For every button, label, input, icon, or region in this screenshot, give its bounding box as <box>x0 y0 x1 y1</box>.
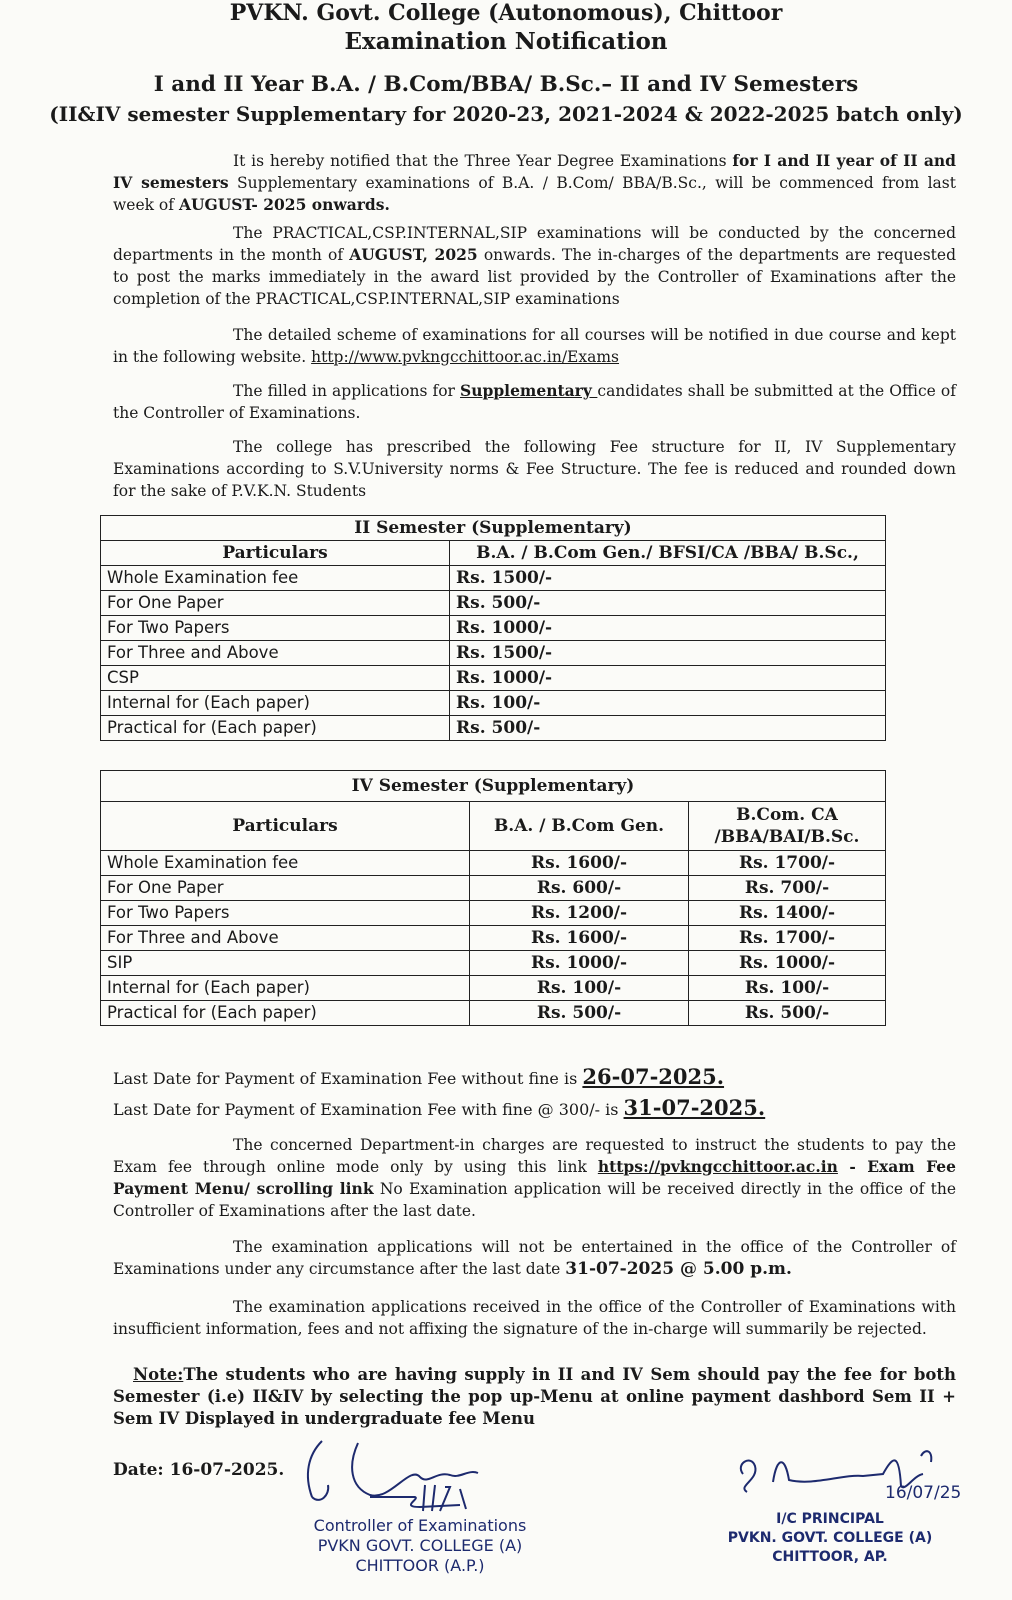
sem2-row-label: Practical for (Each paper) <box>101 716 450 741</box>
sem2-row-label: Whole Examination fee <box>101 566 450 591</box>
sem4-row <box>101 1001 886 1026</box>
sem4-row <box>101 876 886 901</box>
exams-website-link[interactable]: http://www.pvkngcchittoor.ac.in/Exams <box>311 348 620 366</box>
sem2-row-fee: Rs. 100/- <box>450 691 886 716</box>
sem2-row-label: For Three and Above <box>101 641 450 666</box>
sem2-row <box>101 691 886 716</box>
paragraph-scheme: The detailed scheme of examinations for all courses will be notified in due course and kept in the following website. http://www.pvkngcchittoor.ac.in/Exams <box>113 326 956 366</box>
sem4-row-gen-fee: Rs. 1600/- <box>470 926 689 951</box>
sem4-row <box>101 951 886 976</box>
sem4-row-other-fee: Rs. 500/- <box>689 1001 886 1026</box>
sem2-row-fee: Rs. 1500/- <box>450 566 886 591</box>
coe-stamp: Controller of Examinations PVKN GOVT. COLLEGE (A) CHITTOOR (A.P.) <box>313 1516 527 1575</box>
sem2-header-particulars: Particulars <box>101 541 450 566</box>
sem4-row-gen-fee: Rs. 500/- <box>470 1001 689 1026</box>
sem4-header-particulars: Particulars <box>101 802 470 851</box>
sem4-row-label: SIP <box>101 951 470 976</box>
sem2-row-fee: Rs. 500/- <box>450 716 886 741</box>
sem2-row-fee: Rs. 500/- <box>450 591 886 616</box>
sem4-row-gen-fee: Rs. 100/- <box>470 976 689 1001</box>
sem4-row-label: For Two Papers <box>101 901 470 926</box>
sem2-header-courses: B.A. / B.Com Gen./ BFSI/CA /BBA/ B.Sc., <box>450 541 886 566</box>
sem2-rows <box>101 566 886 741</box>
sem2-row-fee: Rs. 1500/- <box>450 641 886 666</box>
sem4-row-label: For Three and Above <box>101 926 470 951</box>
paragraph-last-date: The examination applications will not be entertained in the office of the Controller of Examinations under any circumstance after the last date 31-07-2025 @ 5.00 p.m. <box>113 1238 956 1279</box>
sem4-row-other-fee: Rs. 100/- <box>689 976 886 1001</box>
notice-date: Date: 16-07-2025. <box>113 1460 285 1480</box>
sem4-row <box>101 926 886 951</box>
sem4-row-gen-fee: Rs. 1000/- <box>470 951 689 976</box>
paragraph-fee-structure: The college has prescribed the following Fee structure for II, IV Supplementary Examinations according to S.V.University norms & Fee Structure. The fee is reduced and rounded down for the sake of P.V.K.N. Students <box>113 438 956 500</box>
paragraph-online-payment: The concerned Department-in charges are requested to instruct the students to pay the Exam fee through online mode only by using this link https://pvkngcchittoor.ac.in - Exam Fee Payment Menu/ scrolling link No Examination application will be received directly in the office of the Controller of Examinations after the last date. <box>113 1136 956 1220</box>
sem4-row-label: Internal for (Each paper) <box>101 976 470 1001</box>
sem4-header-other: B.Com. CA /BBA/BAI/B.Sc. <box>689 802 886 851</box>
sem4-row-gen-fee: Rs. 1200/- <box>470 901 689 926</box>
sem4-row-label: Whole Examination fee <box>101 851 470 876</box>
sem4-row-label: Practical for (Each paper) <box>101 1001 470 1026</box>
deadline-with-fine: Last Date for Payment of Examination Fee with fine @ 300/- is 31-07-2025. <box>113 1095 766 1120</box>
sem4-row <box>101 976 886 1001</box>
sem2-row <box>101 591 886 616</box>
note-paragraph: Note:The students who are having supply in II and IV Sem should pay the fee for both Semester (i.e) II&IV by selecting the pop up-Menu at online payment dashbord Sem II + Sem IV Displayed in undergraduate fee Menu <box>113 1365 956 1428</box>
sem2-row-label: CSP <box>101 666 450 691</box>
svg-text:16/07/25: 16/07/25 <box>885 1483 962 1503</box>
notice-subtitle: I and II Year B.A. / B.Com/BBA/ B.Sc.– II and IV Semesters <box>153 72 859 97</box>
paragraph-commencement: It is hereby notified that the Three Year Degree Examinations for I and II year of II and IV semesters Supplementary examinations of B.A. / B.Com/ BBA/B.Sc., will be commenced from last week of AUGUST- 2025 onwards. <box>113 151 956 214</box>
sem2-row-label: Internal for (Each paper) <box>101 691 450 716</box>
sem4-caption: IV Semester (Supplementary) <box>101 771 886 802</box>
paragraph-practicals: The PRACTICAL,CSP.INTERNAL,SIP examinations will be conducted by the concerned departments in the month of AUGUST, 2025 onwards. The in-charges of the departments are requested to post the marks immediately in the award list provided by the Controller of Examinations after the completion of the PRACTICAL,CSP.INTERNAL,SIP examinations <box>113 224 956 308</box>
sem2-row <box>101 566 886 591</box>
sem2-row <box>101 641 886 666</box>
sem4-row-other-fee: Rs. 1700/- <box>689 851 886 876</box>
principal-signature <box>733 1446 993 1516</box>
college-name: PVKN. Govt. College (Autonomous), Chittoor <box>229 0 783 26</box>
batch-line: (II&IV semester Supplementary for 2020-23, 2021-2024 & 2022-2025 batch only) <box>49 102 963 126</box>
paragraph-rejection: The examination applications received in the office of the Controller of Examinations with insufficient information, fees and not affixing the signature of the in-charge will summarily be rejected. <box>113 1298 956 1338</box>
sem2-row-label: For One Paper <box>101 591 450 616</box>
sem2-row <box>101 666 886 691</box>
sem2-row-fee: Rs. 1000/- <box>450 666 886 691</box>
sem4-rows <box>101 851 886 1026</box>
sem4-fee-table <box>100 770 886 1026</box>
sem4-row <box>101 851 886 876</box>
sem4-row-label: For One Paper <box>101 876 470 901</box>
notice-title: Examination Notification <box>344 28 668 55</box>
deadline-without-fine: Last Date for Payment of Examination Fee without fine is 26-07-2025. <box>113 1064 725 1089</box>
sem4-header-gen: B.A. / B.Com Gen. <box>470 802 689 851</box>
fee-payment-link[interactable]: https://pvkngcchittoor.ac.in <box>597 1157 838 1176</box>
principal-stamp: I/C PRINCIPAL PVKN. GOVT. COLLEGE (A) CHITTOOR, AP. <box>727 1511 933 1565</box>
sem4-row-gen-fee: Rs. 1600/- <box>470 851 689 876</box>
coe-signature <box>300 1435 530 1520</box>
sem2-row-label: For Two Papers <box>101 616 450 641</box>
sem4-row <box>101 901 886 926</box>
sem2-row <box>101 716 886 741</box>
sem4-row-other-fee: Rs. 1400/- <box>689 901 886 926</box>
sem2-row-fee: Rs. 1000/- <box>450 616 886 641</box>
sem4-row-gen-fee: Rs. 600/- <box>470 876 689 901</box>
sem2-caption: II Semester (Supplementary) <box>101 516 886 541</box>
sem2-fee-table <box>100 515 886 741</box>
sem4-row-other-fee: Rs. 700/- <box>689 876 886 901</box>
sem4-row-other-fee: Rs. 1700/- <box>689 926 886 951</box>
sem2-row <box>101 616 886 641</box>
sem4-row-other-fee: Rs. 1000/- <box>689 951 886 976</box>
paragraph-applications: The filled in applications for Supplementary candidates shall be submitted at the Office of the Controller of Examinations. <box>113 381 956 422</box>
